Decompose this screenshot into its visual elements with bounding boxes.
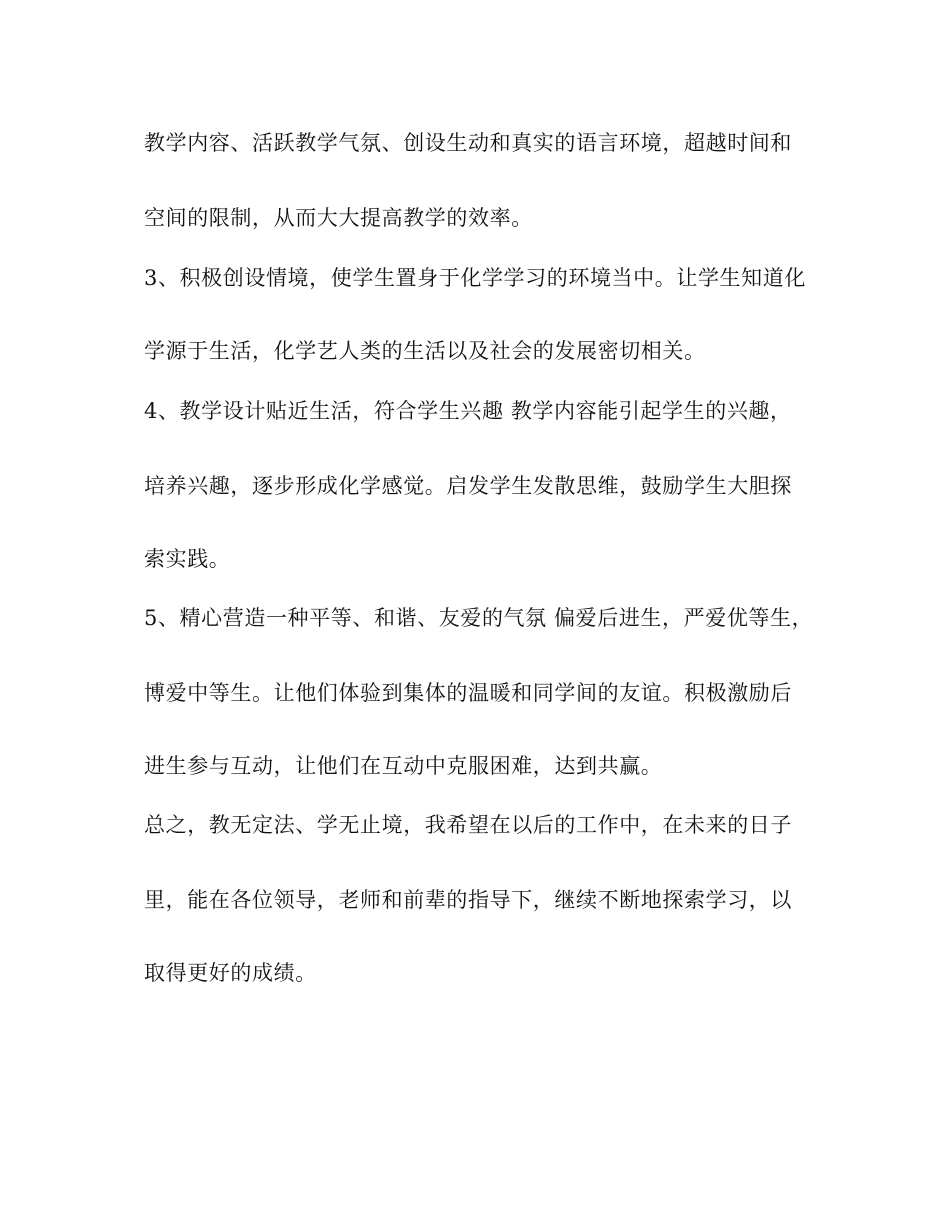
text-line: 取得更好的成绩。 bbox=[144, 961, 317, 985]
text-line: 3、积极创设情境，使学生置身于化学学习的环境当中。让学生知道化 bbox=[144, 266, 806, 290]
text-line: 教学内容、活跃教学气氛、创设生动和真实的语言环境，超越时间和 bbox=[144, 131, 792, 155]
text-line: 博爱中等生。让他们体验到集体的温暖和同学间的友谊。积极激励后 bbox=[144, 681, 792, 705]
text-line: 总之，教无定法、学无止境，我希望在以后的工作中，在未来的日子 bbox=[144, 813, 792, 837]
text-line: 4、教学设计贴近生活，符合学生兴趣 教学内容能引起学生的兴趣， bbox=[144, 399, 792, 423]
text-line: 学源于生活，化学艺人类的生活以及社会的发展密切相关。 bbox=[144, 339, 706, 363]
text-line: 里，能在各位领导，老师和前辈的指导下，继续不断地探索学习，以 bbox=[144, 888, 792, 912]
text-line: 5、精心营造一种平等、和谐、友爱的气氛 偏爱后进生，严爱优等生， bbox=[144, 606, 814, 630]
text-line: 索实践。 bbox=[144, 547, 231, 571]
text-line: 进生参与互动，让他们在互动中克服困难，达到共赢。 bbox=[144, 754, 663, 778]
text-line: 培养兴趣，逐步形成化学感觉。启发学生发散思维，鼓励学生大胆探 bbox=[144, 474, 792, 498]
text-line: 空间的限制，从而大大提高教学的效率。 bbox=[144, 206, 533, 230]
